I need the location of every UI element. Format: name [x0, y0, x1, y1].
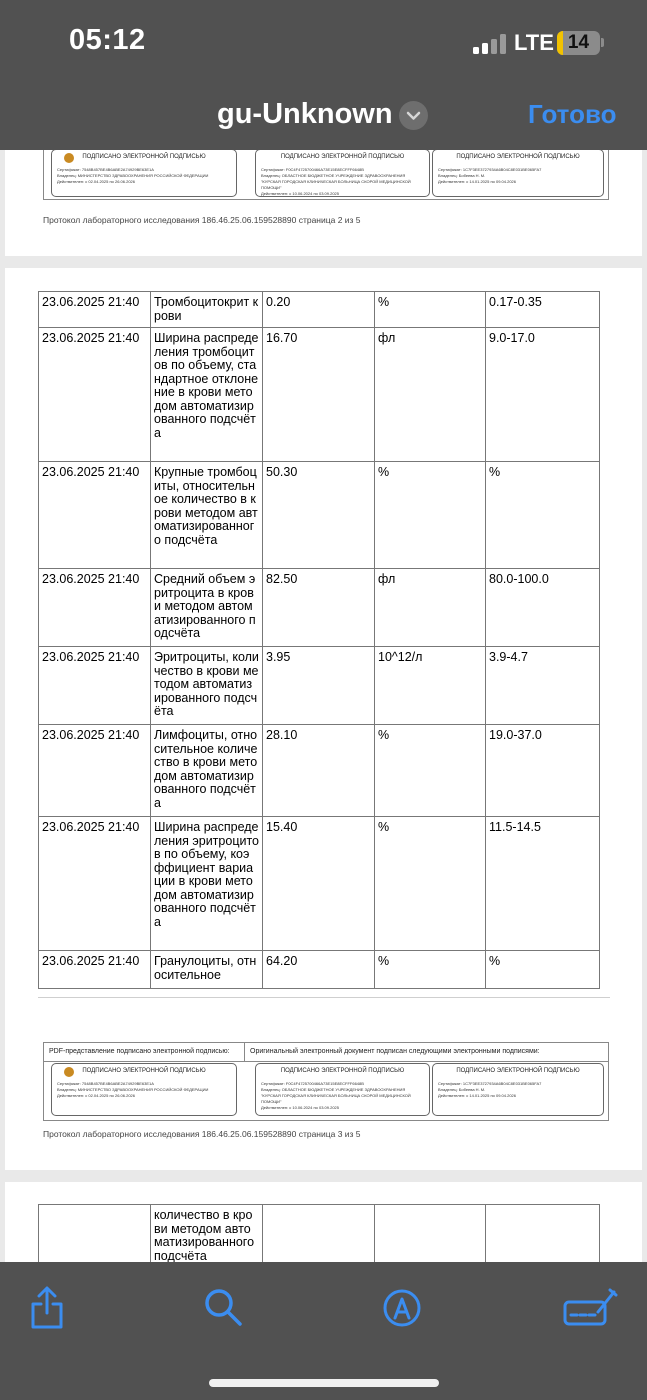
signature-card-valid: Действителен: с 14.01.2025 по 09.04.2026	[438, 1093, 516, 1098]
signature-card-title: ПОДПИСАНО ЭЛЕКТРОННОЙ ПОДПИСЬЮ	[456, 1068, 580, 1074]
emblem-icon	[64, 153, 74, 163]
signature-card-owner: Владелец: Бобеева Н. М.	[438, 173, 486, 178]
table-cell-name: Гранулоциты, относительное	[151, 951, 263, 989]
table-cell-range: %	[486, 462, 600, 569]
table-cell-value: 50.30	[263, 462, 375, 569]
table-cell-unit: %	[375, 951, 486, 989]
table-cell	[39, 1205, 151, 1263]
table-row	[39, 817, 600, 951]
results-table-continued	[38, 1204, 600, 1262]
search-icon[interactable]	[203, 1287, 243, 1332]
original-signature-label: Оригинальный электронный документ подписан следующими электронными подписями:	[250, 1048, 540, 1055]
signature-card	[255, 150, 430, 197]
table-cell-value: 82.50	[263, 569, 375, 647]
top-bar	[0, 0, 647, 150]
battery-icon	[557, 31, 600, 55]
table-row	[39, 951, 600, 989]
signature-icon[interactable]	[562, 1288, 618, 1333]
signature-card-cert: Сертификат: F0C4F4725700466A73E15E8ECFFF6648B	[261, 167, 364, 172]
table-cell-name: количество в крови методом автоматизированного подсчёта	[151, 1205, 263, 1263]
signature-card	[51, 150, 237, 197]
pdf-page-2	[5, 150, 642, 256]
signature-card	[255, 1063, 430, 1116]
table-cell-value: 28.10	[263, 725, 375, 817]
cellular-signal-icon	[473, 34, 509, 54]
signature-card-cert: Сертификат: 7548B457BE4B6ABE2A74929BE63E1A	[57, 167, 154, 172]
signature-card-cert: Сертификат: 1C7F3EE3727934A6B04C8E031BE065FA7	[438, 167, 542, 172]
table-row	[39, 1205, 600, 1263]
signature-card	[432, 150, 604, 197]
table-row	[39, 569, 600, 647]
signature-cards	[44, 150, 608, 199]
table-cell-datetime: 23.06.2025 21:40	[39, 951, 151, 989]
home-indicator	[209, 1379, 439, 1387]
table-cell-unit: фл	[375, 569, 486, 647]
signature-card-owner: Владелец: ОБЛАСТНОЕ БЮДЖЕТНОЕ УЧРЕЖДЕНИЕ ЗДРАВООХРАНЕНИЯ "КУРСКАЯ ГОРОДСКАЯ КЛИНИЧЕСКАЯ БОЛЬНИЦА СКОРОЙ МЕДИЦИНСКОЙ ПОМОЩИ"	[261, 1087, 411, 1104]
table-row	[39, 292, 600, 328]
signature-card	[51, 1063, 237, 1116]
table-row	[39, 647, 600, 725]
table-cell-unit: фл	[375, 328, 486, 462]
signature-card-owner: Владелец: ОБЛАСТНОЕ БЮДЖЕТНОЕ УЧРЕЖДЕНИЕ ЗДРАВООХРАНЕНИЯ "КУРСКАЯ ГОРОДСКАЯ КЛИНИЧЕСКАЯ БОЛЬНИЦА СКОРОЙ МЕДИЦИНСКОЙ ПОМОЩИ"	[261, 173, 411, 190]
signature-header	[44, 1043, 608, 1062]
table-cell-unit: %	[375, 462, 486, 569]
signature-card-owner: Владелец: МИНИСТЕРСТВО ЗДРАВООХРАНЕНИЯ РОССИЙСКОЙ ФЕДЕРАЦИИ	[57, 173, 209, 178]
signature-card-cert: Сертификат: F0C4F4725700466A73E15E8ECFFF6648B	[261, 1081, 364, 1086]
table-row	[39, 462, 600, 569]
network-type: LTE	[514, 30, 554, 55]
protocol-footer: Протокол лабораторного исследования 186.46.25.06.159528890 страница 3 из 5	[43, 1129, 361, 1139]
pdf-signature-label: PDF-представление подписано электронной подписью:	[44, 1043, 245, 1061]
chevron-down-icon[interactable]	[399, 101, 428, 130]
signature-card	[432, 1063, 604, 1116]
document-viewer[interactable]	[0, 150, 647, 1262]
table-cell-name: Средний объем эритроцита в крови методом автоматизированного подсчёта	[151, 569, 263, 647]
table-cell-value: 16.70	[263, 328, 375, 462]
pdf-page-4	[5, 1182, 642, 1262]
protocol-footer: Протокол лабораторного исследования 186.46.25.06.159528890 страница 2 из 5	[43, 215, 361, 225]
signature-card-title: ПОДПИСАНО ЭЛЕКТРОННОЙ ПОДПИСЬЮ	[82, 1068, 206, 1074]
signature-card-valid: Действителен: с 10.06.2024 по 03.09.2025	[261, 1105, 339, 1110]
share-icon[interactable]	[28, 1286, 66, 1335]
table-row	[39, 725, 600, 817]
emblem-icon	[64, 1067, 74, 1077]
table-cell-value: 3.95	[263, 647, 375, 725]
table-cell-range: %	[486, 951, 600, 989]
table-cell-datetime: 23.06.2025 21:40	[39, 817, 151, 951]
signature-block	[43, 1042, 609, 1121]
signature-block	[43, 150, 609, 200]
signature-card-valid: Действителен: с 14.01.2025 по 09.04.2026	[438, 179, 516, 184]
table-cell-unit: 10^12/л	[375, 647, 486, 725]
signature-card-owner: Владелец: Бобеева Н. М.	[438, 1087, 486, 1092]
table-cell-value: 64.20	[263, 951, 375, 989]
table-cell-name: Ширина распределения эритроцитов по объему, коэффициент вариации в крови методом автоматизированного подсчёта	[151, 817, 263, 951]
signature-card-cert: Сертификат: 1C7F3EE3727934A6B04C8E031BE065FA7	[438, 1081, 542, 1086]
table-cell-name: Крупные тромбоциты, относительное количество в крови методом автоматизированного подсчёта	[151, 462, 263, 569]
table-cell-unit: %	[375, 725, 486, 817]
table-cell-datetime: 23.06.2025 21:40	[39, 569, 151, 647]
table-cell-value: 0.20	[263, 292, 375, 328]
table-cell-name: Эритроциты, количество в крови методом автоматизированного подсчёта	[151, 647, 263, 725]
table-cell-name: Лимфоциты, относительное количество в крови методом автоматизированного подсчёта	[151, 725, 263, 817]
table-cell	[486, 1205, 600, 1263]
signature-card-valid: Действителен: с 10.06.2024 по 03.09.2025	[261, 191, 339, 196]
signature-card-valid: Действителен: с 02.04.2025 по 26.06.2026	[57, 179, 135, 184]
results-table	[38, 291, 600, 989]
table-cell-range: 9.0-17.0	[486, 328, 600, 462]
signature-card-title: ПОДПИСАНО ЭЛЕКТРОННОЙ ПОДПИСЬЮ	[456, 154, 580, 160]
signature-card-cert: Сертификат: 7548B457BE4B6ABE2A74929BE63E1A	[57, 1081, 154, 1086]
table-cell-datetime: 23.06.2025 21:40	[39, 725, 151, 817]
table-cell-range: 0.17-0.35	[486, 292, 600, 328]
table-cell-range: 19.0-37.0	[486, 725, 600, 817]
signature-card-title: ПОДПИСАНО ЭЛЕКТРОННОЙ ПОДПИСЬЮ	[280, 1068, 405, 1074]
signature-card-title: ПОДПИСАНО ЭЛЕКТРОННОЙ ПОДПИСЬЮ	[82, 154, 206, 160]
table-cell-unit: %	[375, 292, 486, 328]
table-cell	[263, 1205, 375, 1263]
page-divider	[38, 997, 610, 998]
markup-icon[interactable]	[382, 1288, 422, 1333]
table-cell-datetime: 23.06.2025 21:40	[39, 292, 151, 328]
battery-cap	[601, 38, 604, 47]
table-row	[39, 328, 600, 462]
table-cell-range: 3.9-4.7	[486, 647, 600, 725]
table-cell-name: Ширина распределения тромбоцитов по объему, стандартное отклонение в крови методом автоматизированного подсчёта	[151, 328, 263, 462]
signature-card-valid: Действителен: с 02.04.2025 по 26.06.2026	[57, 1093, 135, 1098]
status-time: 05:12	[69, 24, 146, 56]
table-cell-datetime: 23.06.2025 21:40	[39, 328, 151, 462]
table-cell-datetime: 23.06.2025 21:40	[39, 647, 151, 725]
table-cell-datetime: 23.06.2025 21:40	[39, 462, 151, 569]
done-button[interactable]: Готово	[528, 99, 617, 129]
table-cell-value: 15.40	[263, 817, 375, 951]
table-cell-name: Тромбоцитокрит крови	[151, 292, 263, 328]
table-cell	[375, 1205, 486, 1263]
document-title[interactable]: gu-Unknown	[217, 98, 393, 130]
signature-card-title: ПОДПИСАНО ЭЛЕКТРОННОЙ ПОДПИСЬЮ	[280, 154, 405, 160]
table-cell-unit: %	[375, 817, 486, 951]
table-cell-range: 80.0-100.0	[486, 569, 600, 647]
signature-card-owner: Владелец: МИНИСТЕРСТВО ЗДРАВООХРАНЕНИЯ РОССИЙСКОЙ ФЕДЕРАЦИИ	[57, 1087, 209, 1092]
pdf-page-3	[5, 268, 642, 1170]
battery-level: 14	[567, 32, 590, 53]
table-cell-range: 11.5-14.5	[486, 817, 600, 951]
